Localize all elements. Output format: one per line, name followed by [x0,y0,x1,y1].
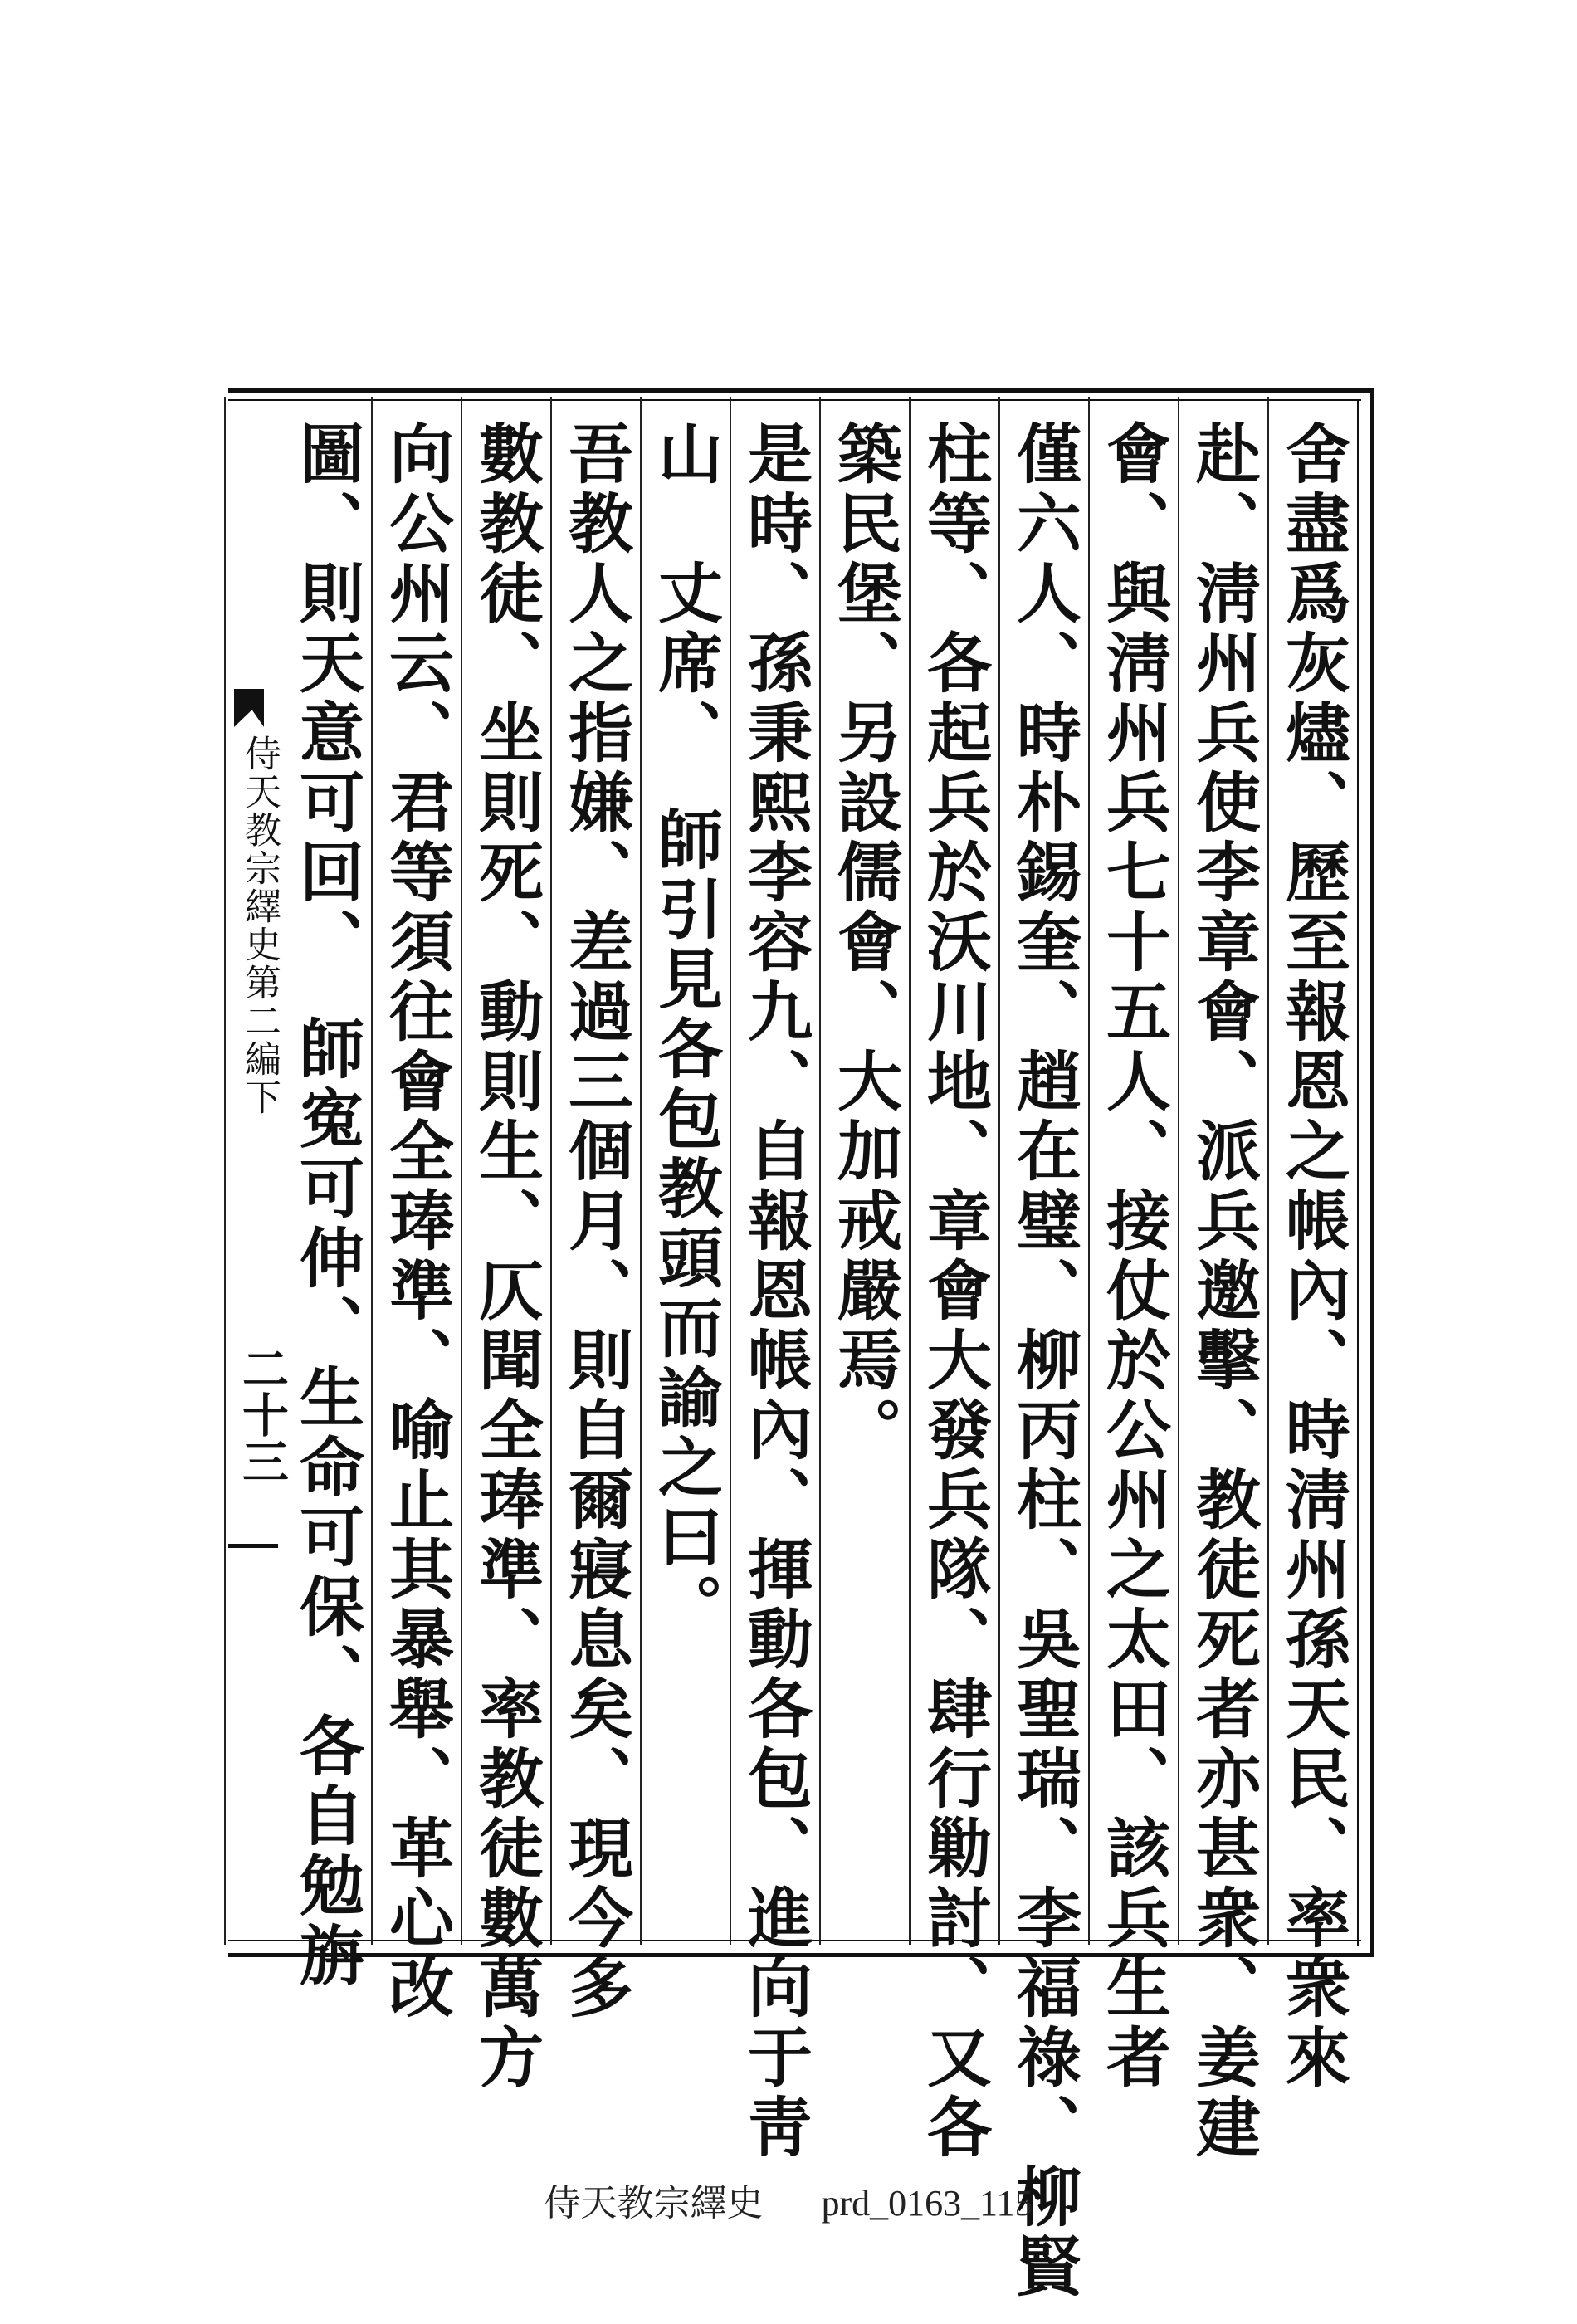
fold-book-title: 侍天教宗繹史第二編下 [238,735,281,1116]
column-text: 吾教人之指嫌、差過三個月、則自爾寢息矣、現今多 [558,420,633,2024]
column-text: 向公州云、君等須往會全琫準、喻止其暴舉、革心改 [378,420,454,2024]
column-text: 會、與淸州兵七十五人、接仗於公州之太田、該兵生者 [1096,420,1171,2093]
text-column [461,397,550,2093]
page-footer [0,2173,1577,2226]
text-column [1267,397,1357,2093]
fold-page-number: 二十三 [235,1345,290,1484]
column-text: 僅六人、時朴錫奎、趙在璧、柳丙柱、吳聖瑞、李福祿、柳賢 [1006,420,1081,2302]
column-text: 數教徒、坐則死、動則生、仄聞全琫準、率教徒數萬方 [468,420,544,2093]
text-column [281,397,371,1991]
column-text: 山 丈席、 師引見各包教頭而諭之曰。 [647,420,723,1643]
text-column [1178,397,1267,2163]
column-text: 赴、淸州兵使李章會、派兵邀擊、教徒死者亦甚衆、姜建 [1185,420,1261,2163]
column-text: 是時、孫秉熙李容九、自報恩帳內、揮動各包、進向于靑 [737,420,813,2163]
text-column [371,397,461,2024]
text-column [730,397,819,2163]
fold-page-bar [228,1544,278,1548]
text-column [1088,397,1178,2093]
text-column [640,397,730,1945]
footer-page-code: prd_0163_115 [821,2183,1033,2224]
column-text: 圖、則天意可回、 師寃可伸、生命可保、各自勉旃 [289,420,364,1991]
footer-book-title: 侍天教宗繹史 [544,2183,764,2224]
column-text: 柱等、各起兵於沃川地、章會大發兵隊、肆行勦討、又各 [916,420,992,2163]
column-text: 築民堡、另設儒會、大加戒嚴焉。 [827,420,902,1466]
text-column [819,397,909,1945]
center-fold [224,397,279,1945]
column-text: 舍盡爲灰燼、歷至報恩之帳內、時淸州孫天民、率衆來 [1275,420,1350,2093]
text-column [550,397,640,2024]
text-column [998,397,1088,2302]
text-column [909,397,998,2163]
